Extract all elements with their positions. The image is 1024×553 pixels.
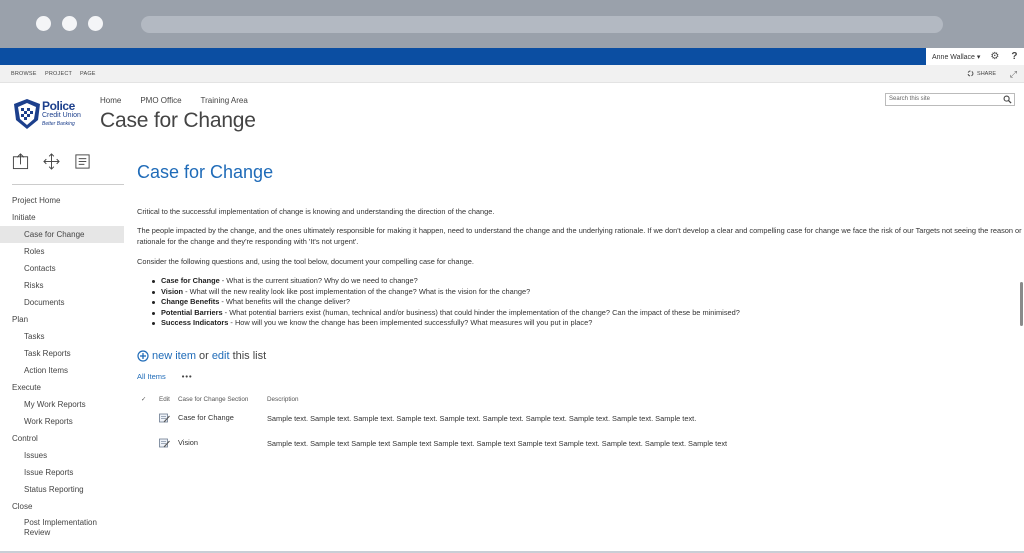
- view-selector: [137, 372, 193, 381]
- nav-tasks[interactable]: Tasks: [24, 332, 45, 341]
- vertical-scrollbar[interactable]: [1020, 282, 1023, 326]
- window-close-dot[interactable]: [36, 16, 51, 31]
- nav-my-work-reports[interactable]: My Work Reports: [24, 400, 86, 409]
- ribbon-tab-page[interactable]: PAGE: [80, 71, 96, 77]
- logo-text-credit-union: Credit Union: [42, 112, 81, 119]
- list-item: [150, 318, 1020, 329]
- bullet-text: - How will you we know the change has been implemented successfully? What measures will you put in place?: [228, 318, 593, 328]
- nav-documents[interactable]: Documents: [24, 298, 65, 307]
- search-icon[interactable]: [1003, 95, 1012, 104]
- browser-toolbar: [0, 0, 1024, 48]
- logo-text-tagline: Better Banking: [42, 121, 75, 127]
- nav-work-reports[interactable]: Work Reports: [24, 417, 73, 426]
- bullet-text: - What potential barriers exist (human, technical and/or business) that could hinder the implementation of the change? Can the impact of these be minimised?: [222, 307, 740, 317]
- site-title: Case for Change: [100, 109, 256, 132]
- bullet-text: - What benefits will the change deliver?: [219, 297, 350, 307]
- ribbon-tab-project[interactable]: PROJECT: [45, 71, 73, 77]
- quick-launch-toolbar: [12, 153, 91, 170]
- page-title: Case for Change: [137, 162, 274, 182]
- bullet-text: - What will the new reality look like post implementation of the change? What is the vision for the change?: [183, 286, 531, 296]
- row-description: Sample text. Sample text. Sample text. Sample text. Sample text. Sample text. Sample text. Sample text. Sample text. Sample text.: [267, 414, 697, 423]
- quick-launch-divider: [12, 184, 124, 185]
- view-all-items[interactable]: All Items: [137, 372, 166, 381]
- bullet-text: - What is the current situation? Why do we need to change?: [219, 276, 418, 285]
- top-nav-training-area[interactable]: Training Area: [200, 96, 248, 105]
- select-all-checkmark[interactable]: ✓: [141, 396, 147, 403]
- user-menu[interactable]: Anne Wallace ▾: [932, 53, 981, 61]
- row-section[interactable]: Case for Change: [178, 413, 234, 422]
- new-item-bar: [137, 350, 266, 362]
- nav-post-implementation-review[interactable]: Post Implementation Review: [24, 518, 97, 537]
- nav-issues[interactable]: Issues: [24, 451, 48, 460]
- list-item: [150, 287, 1020, 298]
- top-nav-home[interactable]: Home: [100, 96, 122, 105]
- or-label: or: [199, 350, 209, 362]
- more-options-icon[interactable]: •••: [181, 372, 193, 381]
- share-button[interactable]: [967, 70, 996, 77]
- nav-task-reports[interactable]: Task Reports: [24, 349, 71, 358]
- column-header-section[interactable]: Case for Change Section: [178, 396, 249, 403]
- bullet-term: Vision: [161, 286, 184, 296]
- window-maximize-dot[interactable]: [88, 16, 103, 31]
- left-navigation: [0, 192, 124, 539]
- nav-action-items[interactable]: Action Items: [24, 366, 69, 375]
- column-header-edit[interactable]: Edit: [159, 396, 170, 403]
- share-icon: [967, 70, 974, 77]
- suite-bar: [0, 48, 1024, 65]
- new-item-link[interactable]: new item: [152, 350, 197, 362]
- bullet-term: Success Indicators: [161, 318, 229, 328]
- address-bar[interactable]: [141, 16, 943, 33]
- nav-initiate[interactable]: Initiate: [12, 213, 36, 222]
- bullet-term: Case for Change: [161, 276, 220, 285]
- list-item: [150, 276, 1020, 287]
- nav-control[interactable]: Control: [12, 434, 38, 443]
- help-icon[interactable]: ?: [1011, 51, 1018, 62]
- intro-paragraph-3: Consider the following questions and, using the tool below, document your compelling case for change.: [137, 257, 474, 266]
- row-description: Sample text. Sample text Sample text Sample text Sample text. Sample text Sample text Sample text. Sample text. Sample text. Sample text: [267, 439, 728, 448]
- table-row[interactable]: [137, 438, 1017, 452]
- this-list-label: this list: [232, 350, 267, 362]
- shield-logo-icon: [12, 98, 42, 130]
- intro-paragraph-2: The people impacted by the change, and the ones ultimately responsible for making it happen, need to understand the change and the underlying rationale. If we don't develop a clear and compelling case for change we face the risk of our Targets not seeing the reason or rationale for the change and they're responding with 'It's not urgent'.: [137, 226, 1022, 246]
- nav-risks[interactable]: Risks: [24, 281, 44, 290]
- nav-plan[interactable]: Plan: [12, 315, 29, 324]
- sharepoint-window: [0, 48, 1024, 553]
- gear-icon[interactable]: ⚙: [990, 51, 1000, 62]
- suite-bar-user-area: [926, 48, 1024, 65]
- site-logo[interactable]: [12, 98, 86, 132]
- search-placeholder: Search this site: [889, 96, 931, 102]
- list-item: [150, 308, 1020, 319]
- ribbon: [0, 65, 1024, 83]
- nav-contacts[interactable]: Contacts: [24, 264, 56, 273]
- bullet-term: Change Benefits: [161, 297, 220, 307]
- nav-case-for-change[interactable]: Case for Change: [0, 226, 124, 243]
- logo-text-police: Police: [42, 99, 75, 113]
- plus-circle-icon[interactable]: [137, 350, 149, 362]
- top-nav-pmo-office[interactable]: PMO Office: [140, 96, 182, 105]
- edit-list-link[interactable]: edit: [211, 350, 230, 362]
- nav-roles[interactable]: Roles: [24, 247, 45, 256]
- row-section[interactable]: Vision: [178, 438, 198, 447]
- nav-issue-reports[interactable]: Issue Reports: [24, 468, 74, 477]
- share-label: SHARE: [977, 70, 996, 77]
- search-input[interactable]: [885, 93, 1015, 106]
- focus-mode-icon[interactable]: ⤢: [1009, 69, 1017, 79]
- question-list: [150, 276, 1020, 329]
- nav-execute[interactable]: Execute: [12, 383, 41, 392]
- list-item: [150, 297, 1020, 308]
- window-minimize-dot[interactable]: [62, 16, 77, 31]
- upload-icon[interactable]: [12, 153, 29, 170]
- list-view-icon[interactable]: [74, 153, 91, 170]
- table-row[interactable]: [137, 413, 1017, 427]
- nav-close[interactable]: Close: [12, 502, 33, 511]
- edit-item-icon[interactable]: [159, 438, 170, 448]
- edit-item-icon[interactable]: [159, 413, 170, 423]
- move-icon[interactable]: [43, 153, 60, 170]
- ribbon-tab-browse[interactable]: BROWSE: [11, 71, 37, 77]
- bullet-term: Potential Barriers: [161, 307, 223, 317]
- nav-status-reporting[interactable]: Status Reporting: [24, 485, 84, 494]
- nav-project-home[interactable]: Project Home: [12, 196, 61, 205]
- top-navigation: [100, 96, 248, 105]
- column-header-description[interactable]: Description: [267, 396, 299, 403]
- intro-paragraph-1: Critical to the successful implementation of change is knowing and understanding the direction of the change.: [137, 207, 495, 216]
